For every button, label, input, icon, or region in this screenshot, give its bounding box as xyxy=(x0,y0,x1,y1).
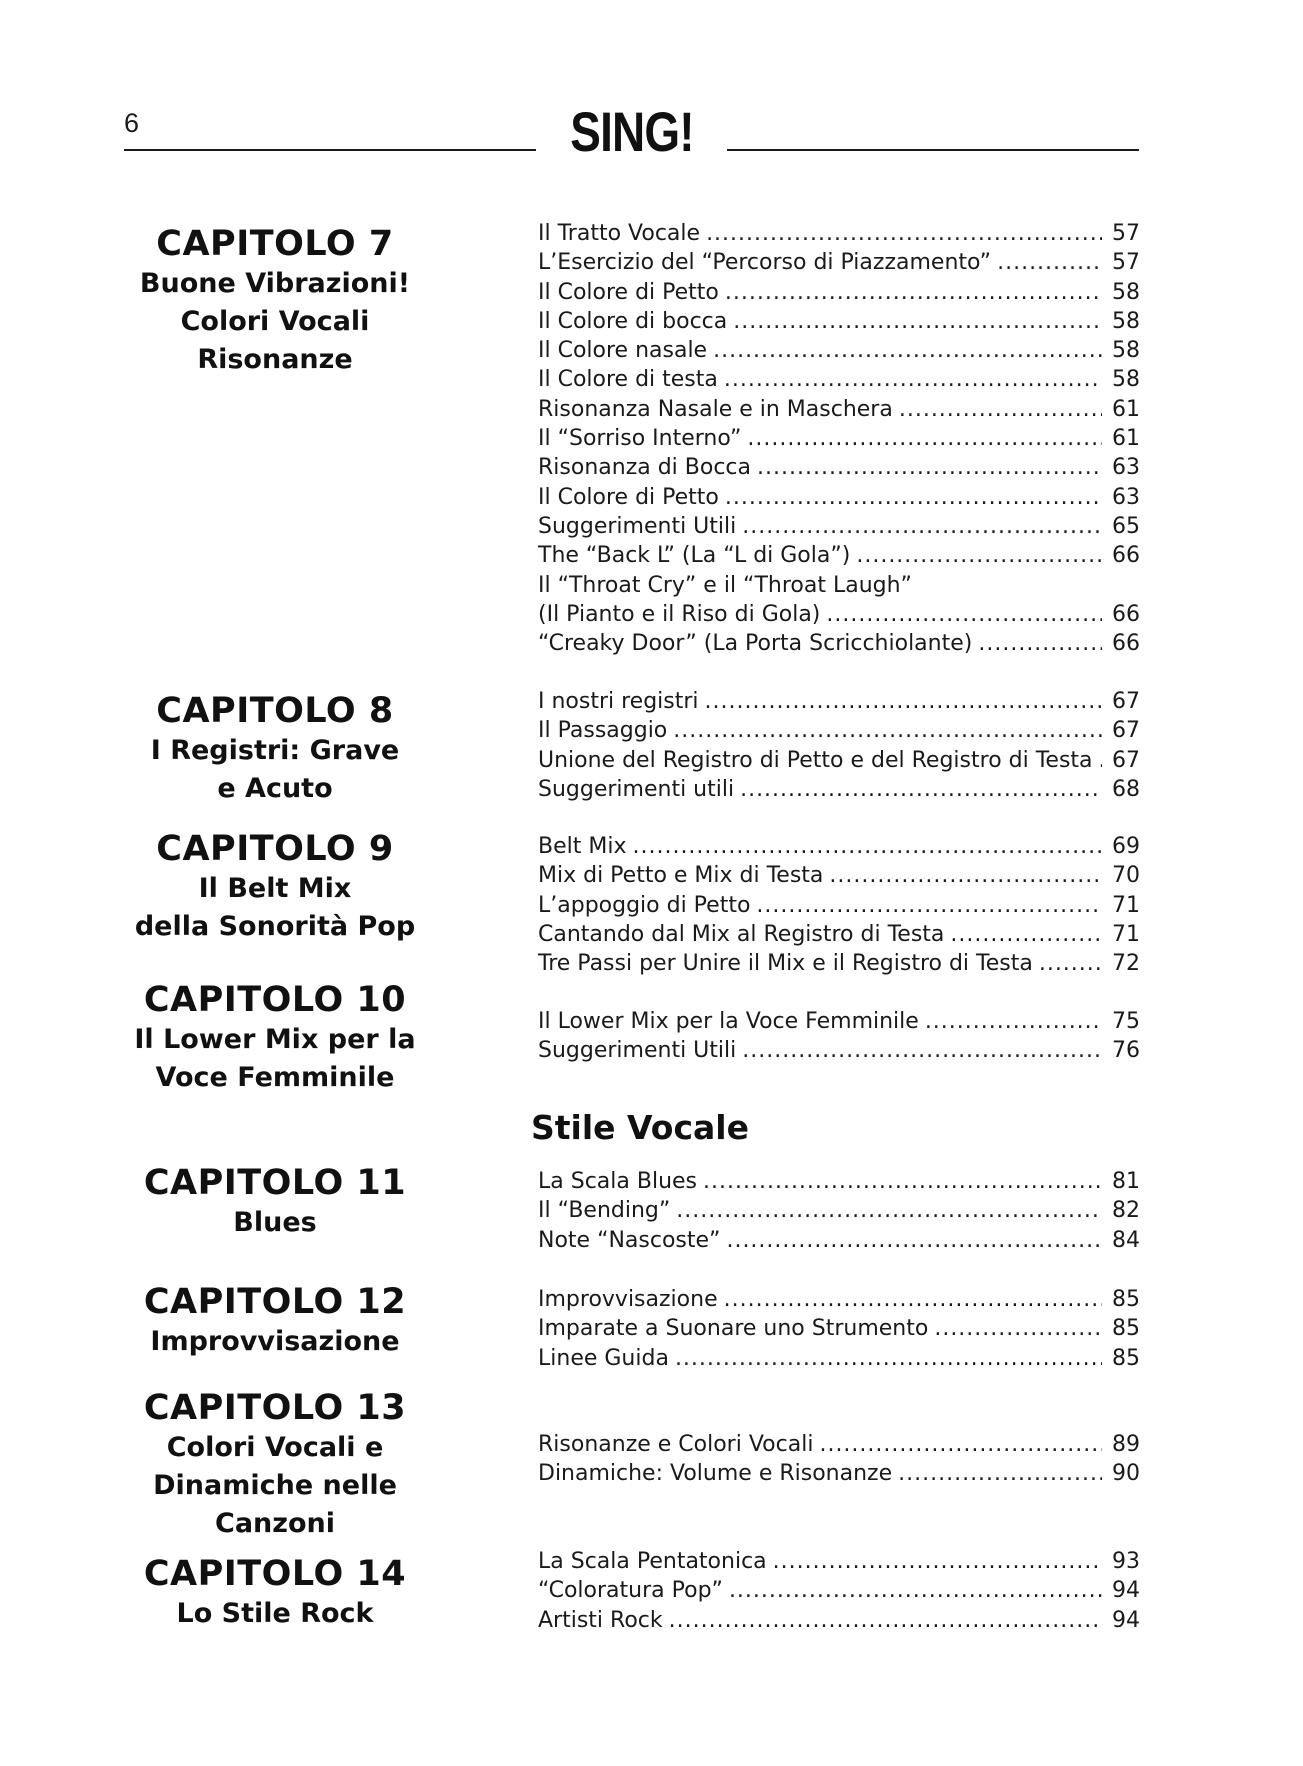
toc-entry xyxy=(538,1038,1140,1067)
toc-entry-page: 58 xyxy=(1112,279,1140,305)
toc-entry-page: 65 xyxy=(1112,513,1140,539)
toc-entry-title: Il Passaggio xyxy=(538,718,668,744)
toc-entry-page: 66 xyxy=(1112,631,1140,657)
toc-entry-page: 66 xyxy=(1112,543,1140,569)
toc-dot-leader xyxy=(676,1198,1102,1223)
chapter-subtitle: Buone Vibrazioni! Colori Vocali Risonanze xyxy=(139,268,411,375)
toc-entry-title: Il Lower Mix per la Voce Femminile xyxy=(538,1009,919,1034)
toc-entry-title: L’Esercizio del “Percorso di Piazzamento” xyxy=(538,250,992,276)
toc-dot-leader xyxy=(675,1346,1102,1371)
chapter-heading xyxy=(110,1281,440,1361)
toc-dot-leader xyxy=(713,338,1102,363)
toc-entry xyxy=(538,893,1140,922)
toc-dot-leader xyxy=(756,893,1102,918)
chapter-subtitle: Improvvisazione xyxy=(150,1326,400,1357)
toc-dot-leader xyxy=(706,221,1102,246)
toc-entry-page: 70 xyxy=(1112,863,1140,889)
toc-entry xyxy=(538,1228,1140,1257)
toc-entry-title: La Scala Pentatonica xyxy=(538,1549,767,1574)
toc-entry xyxy=(538,426,1140,455)
chapter-label: CAPITOLO 7 xyxy=(156,224,394,264)
toc-dot-leader xyxy=(773,1549,1102,1574)
toc-block xyxy=(538,834,1140,980)
toc-dot-leader xyxy=(724,1287,1102,1312)
toc-dot-leader xyxy=(705,689,1102,714)
toc-entry xyxy=(538,1432,1140,1461)
toc-dot-leader xyxy=(726,1228,1102,1253)
chapter-label: CAPITOLO 10 xyxy=(143,980,407,1020)
toc-dot-leader xyxy=(729,1578,1102,1603)
toc-entry-title: (Il Pianto e il Riso di Gola) xyxy=(538,601,821,627)
toc-entry xyxy=(538,863,1140,892)
toc-dot-leader xyxy=(740,777,1102,802)
toc-entry xyxy=(538,777,1140,806)
toc-dot-leader xyxy=(747,426,1102,451)
toc-entry-title: La Scala Blues xyxy=(538,1169,698,1194)
toc-entry-page: 71 xyxy=(1112,921,1140,947)
toc-entry-page: 67 xyxy=(1112,747,1140,773)
toc-entry xyxy=(538,338,1140,367)
toc-entry-title: Dinamiche: Volume e Risonanze xyxy=(538,1461,893,1487)
toc-entry xyxy=(538,455,1140,484)
toc-entry-title: Il Colore di Petto xyxy=(538,279,719,305)
toc-block xyxy=(538,1287,1140,1375)
toc-entry xyxy=(538,748,1140,777)
toc-block xyxy=(538,689,1140,806)
toc-entry-title: Mix di Petto e Mix di Testa xyxy=(538,863,824,889)
toc-entry xyxy=(538,631,1140,660)
toc-entry-title: Note “Nascoste” xyxy=(538,1227,721,1253)
toc-entry xyxy=(538,280,1140,309)
toc-entry-title: The “Back L” (La “L di Gola”) xyxy=(538,543,851,569)
toc-entry xyxy=(538,221,1140,250)
chapter-subtitle: I Registri: Grave e Acuto xyxy=(150,735,400,804)
toc-entry-page: 81 xyxy=(1112,1169,1140,1194)
toc-dot-leader xyxy=(742,514,1102,539)
toc-entry-page: 67 xyxy=(1112,718,1140,744)
toc-entry-title: Il “Sorriso Interno” xyxy=(538,426,742,452)
toc-block xyxy=(538,1169,1140,1257)
chapter-label: CAPITOLO 9 xyxy=(156,829,394,869)
toc-entry-page: 71 xyxy=(1112,892,1140,918)
toc-dot-leader xyxy=(997,250,1102,275)
toc-dot-leader xyxy=(934,1316,1102,1341)
toc-entry xyxy=(538,543,1140,572)
toc-dot-leader xyxy=(950,922,1102,947)
toc-entry xyxy=(538,1549,1140,1578)
toc-entry-page: 85 xyxy=(1112,1316,1140,1342)
toc-entry xyxy=(538,718,1140,747)
chapter-subtitle: Colori Vocali e Dinamiche nelle Canzoni xyxy=(153,1432,397,1539)
toc-entry-title: Tre Passi per Unire il Mix e il Registro di Testa xyxy=(538,951,1033,977)
toc-entry-page: 85 xyxy=(1112,1345,1140,1371)
toc-entry-title: Belt Mix xyxy=(538,834,627,859)
toc-entry-page: 63 xyxy=(1112,455,1140,481)
toc-entry-page: 75 xyxy=(1112,1009,1140,1034)
toc-dot-leader xyxy=(725,485,1102,510)
toc-entry-title: Artisti Rock xyxy=(538,1607,663,1633)
chapter-label: CAPITOLO 13 xyxy=(143,1388,407,1428)
toc-entry-page: 84 xyxy=(1112,1227,1140,1253)
title-rule-left xyxy=(124,149,536,151)
toc-entry xyxy=(538,1009,1140,1038)
chapter-label: CAPITOLO 11 xyxy=(143,1163,407,1203)
chapter-subtitle: Il Belt Mix della Sonorità Pop xyxy=(134,873,416,942)
toc-entry-page: 58 xyxy=(1112,308,1140,334)
toc-entry-title: Imparate a Suonare uno Strumento xyxy=(538,1316,929,1342)
toc-entry-page: 57 xyxy=(1112,250,1140,276)
chapter-heading xyxy=(110,1387,440,1543)
toc-dot-leader xyxy=(898,1461,1102,1486)
toc-entry-page: 68 xyxy=(1112,776,1140,802)
toc-entry xyxy=(538,1461,1140,1490)
toc-entry-page: 93 xyxy=(1112,1549,1140,1574)
toc-dot-leader xyxy=(1099,748,1102,773)
toc-entry xyxy=(538,1287,1140,1316)
chapter-subtitle: Lo Stile Rock xyxy=(176,1598,374,1629)
toc-entry xyxy=(538,1346,1140,1375)
toc-entry-title: Il Colore di bocca xyxy=(538,308,728,334)
toc-entry-title: Il Colore nasale xyxy=(538,338,708,364)
chapter-heading xyxy=(110,690,440,808)
toc-entry-title: “Creaky Door” (La Porta Scricchiolante) xyxy=(538,631,973,657)
toc-entry-page: 94 xyxy=(1112,1578,1140,1604)
toc-entry-page: 90 xyxy=(1112,1461,1140,1487)
toc-entry xyxy=(538,1316,1140,1345)
toc-entry xyxy=(538,1169,1140,1198)
toc-entry xyxy=(538,514,1140,543)
toc-entry-title: Risonanze e Colori Vocali xyxy=(538,1432,814,1457)
toc-dot-leader xyxy=(829,863,1102,888)
book-title: SING! xyxy=(570,100,694,163)
toc-entry-title: Il Colore di Petto xyxy=(538,484,719,510)
toc-entry-page: 72 xyxy=(1112,951,1140,977)
toc-dot-leader xyxy=(733,309,1102,334)
toc-entry-title: Suggerimenti utili xyxy=(538,776,735,802)
toc-dot-leader xyxy=(978,631,1102,656)
toc-entry-title: Il “Bending” xyxy=(538,1198,671,1224)
toc-entry-page: 66 xyxy=(1112,601,1140,627)
toc-entry xyxy=(538,689,1140,718)
toc-entry xyxy=(538,951,1140,980)
toc-entry-title: “Coloratura Pop” xyxy=(538,1578,723,1604)
toc-entry-title: Risonanza di Bocca xyxy=(538,455,752,481)
chapter-heading xyxy=(110,1162,440,1242)
toc-entry xyxy=(538,922,1140,951)
toc-dot-leader xyxy=(632,834,1102,859)
toc-dot-leader xyxy=(819,1432,1102,1457)
toc-entry xyxy=(538,602,1140,631)
toc-entry-title: Unione del Registro di Petto e del Registro di Testa xyxy=(538,747,1093,773)
chapter-subtitle: Il Lower Mix per la Voce Femminile xyxy=(134,1024,416,1093)
toc-entry xyxy=(538,250,1140,279)
toc-entry-page: 61 xyxy=(1112,396,1140,422)
toc-entry xyxy=(538,485,1140,514)
chapter-label: CAPITOLO 12 xyxy=(143,1282,407,1322)
toc-entry xyxy=(538,1608,1140,1637)
toc-dot-leader xyxy=(925,1009,1102,1034)
toc-dot-leader xyxy=(899,397,1102,422)
toc-entry xyxy=(538,1198,1140,1227)
toc-entry-title: Il “Throat Cry” e il “Throat Laugh” xyxy=(538,572,912,598)
title-rule-right xyxy=(727,149,1139,151)
toc-entry xyxy=(538,573,1140,602)
toc-dot-leader xyxy=(703,1169,1102,1194)
toc-dot-leader xyxy=(742,1038,1102,1063)
toc-block xyxy=(538,1432,1140,1491)
chapter-heading xyxy=(110,1553,440,1633)
chapter-subtitle: Blues xyxy=(233,1207,317,1238)
chapter-label: CAPITOLO 8 xyxy=(156,691,394,731)
toc-entry-page: 76 xyxy=(1112,1038,1140,1064)
toc-entry-page: 58 xyxy=(1112,338,1140,364)
toc-entry xyxy=(538,309,1140,338)
toc-block xyxy=(538,221,1140,660)
toc-block xyxy=(538,1009,1140,1068)
toc-entry-page: 61 xyxy=(1112,426,1140,452)
section-heading: Stile Vocale xyxy=(531,1108,749,1147)
toc-entry-page: 57 xyxy=(1112,221,1140,246)
toc-entry-title: Suggerimenti Utili xyxy=(538,513,737,539)
toc-dot-leader xyxy=(826,602,1102,627)
toc-entry-page: 89 xyxy=(1112,1432,1140,1457)
toc-entry-page: 69 xyxy=(1112,834,1140,859)
chapter-label: CAPITOLO 14 xyxy=(143,1554,407,1594)
toc-entry-title: Suggerimenti Utili xyxy=(538,1038,737,1064)
chapter-heading xyxy=(110,979,440,1097)
toc-entry-page: 58 xyxy=(1112,367,1140,393)
toc-entry xyxy=(538,397,1140,426)
toc-dot-leader xyxy=(724,367,1102,392)
toc-entry-page: 82 xyxy=(1112,1198,1140,1224)
toc-entry-page: 85 xyxy=(1112,1287,1140,1312)
toc-dot-leader xyxy=(1039,951,1102,976)
chapter-heading xyxy=(110,828,440,946)
page-number: 6 xyxy=(124,108,140,138)
toc-entry-title: Risonanza Nasale e in Maschera xyxy=(538,396,893,422)
toc-dot-leader xyxy=(856,543,1102,568)
toc-entry-title: Cantando dal Mix al Registro di Testa xyxy=(538,921,945,947)
toc-entry-title: Il Tratto Vocale xyxy=(538,221,701,246)
toc-dot-leader xyxy=(669,1608,1102,1633)
toc-entry-title: Il Colore di testa xyxy=(538,367,718,393)
toc-block xyxy=(538,1549,1140,1637)
toc-entry xyxy=(538,834,1140,863)
toc-entry-title: Improvvisazione xyxy=(538,1287,718,1312)
toc-entry xyxy=(538,1578,1140,1607)
toc-entry-page: 67 xyxy=(1112,689,1140,714)
toc-dot-leader xyxy=(757,455,1102,480)
toc-entry xyxy=(538,367,1140,396)
toc-dot-leader xyxy=(673,718,1102,743)
toc-entry-title: L’appoggio di Petto xyxy=(538,892,751,918)
toc-dot-leader xyxy=(725,280,1102,305)
chapter-heading xyxy=(110,223,440,379)
toc-entry-page: 94 xyxy=(1112,1607,1140,1633)
toc-entry-page: 63 xyxy=(1112,484,1140,510)
toc-entry-title: Linee Guida xyxy=(538,1345,669,1371)
toc-entry-title: I nostri registri xyxy=(538,689,699,714)
